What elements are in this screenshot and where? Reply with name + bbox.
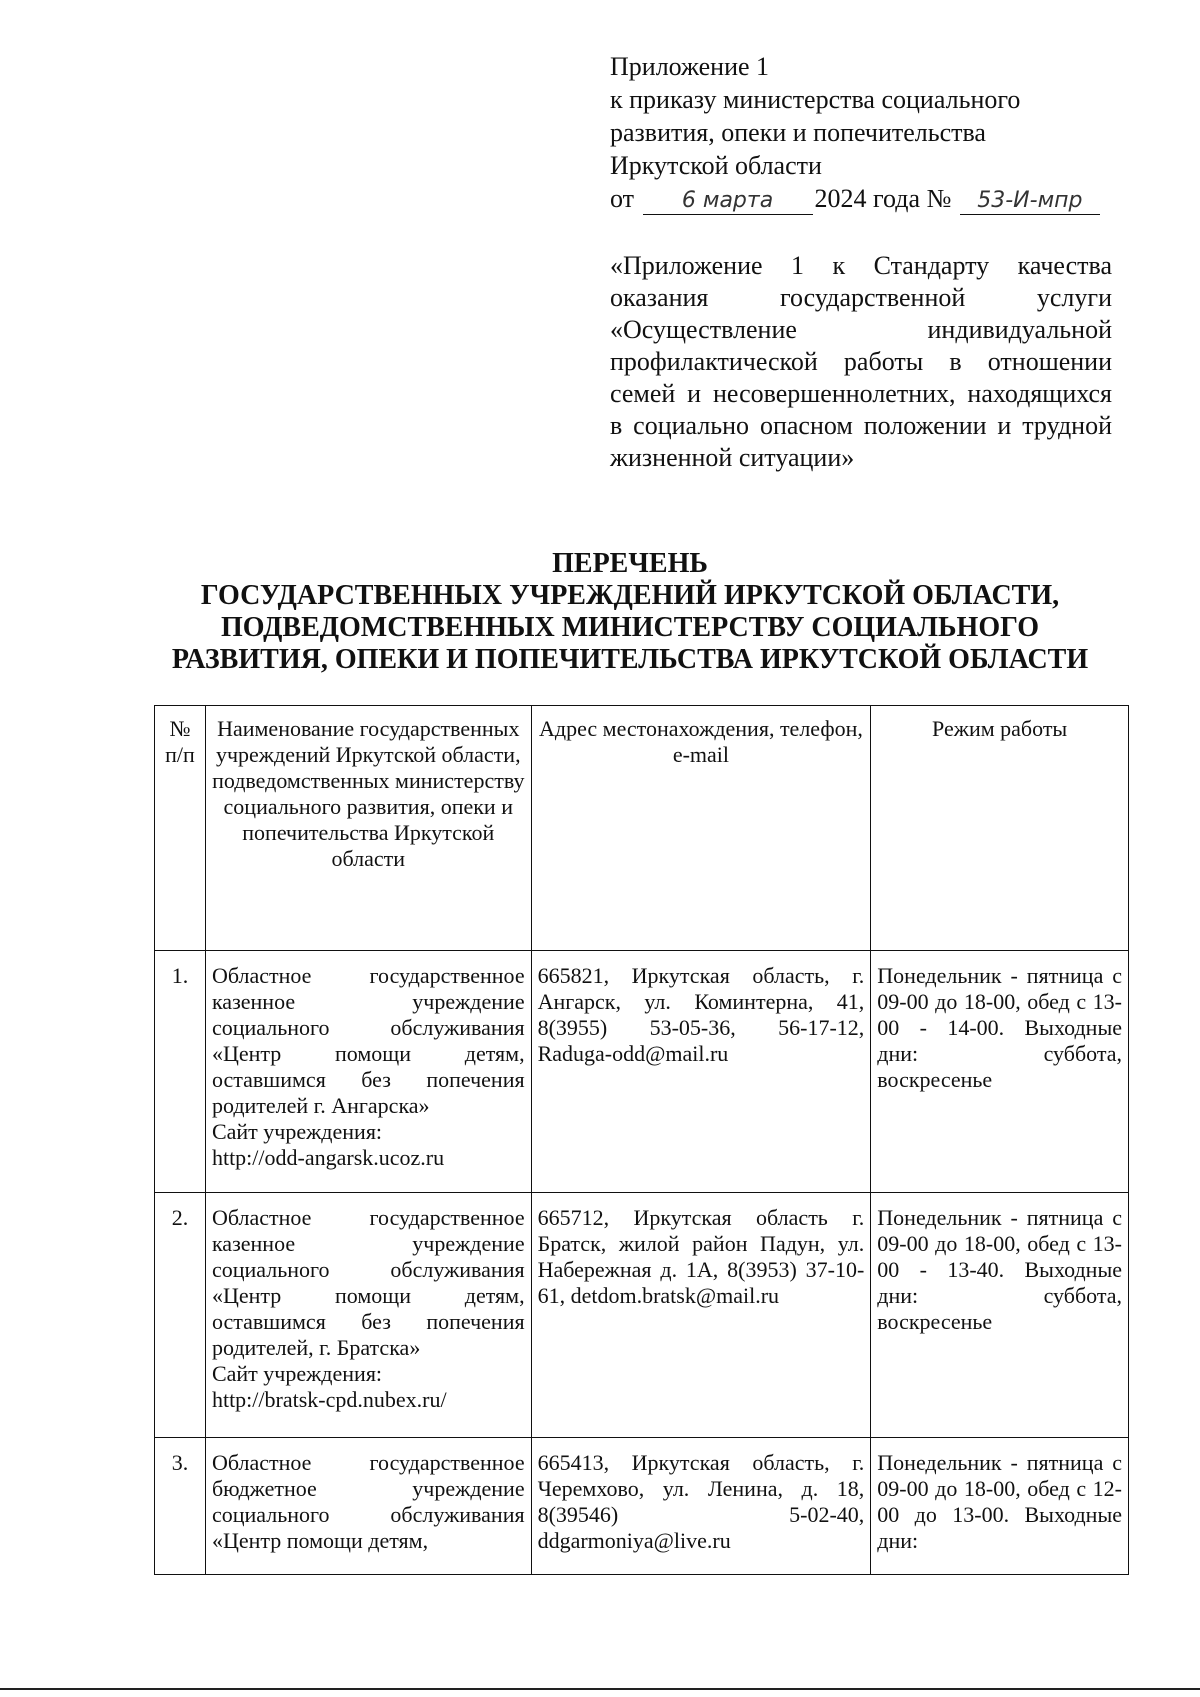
approval-line-3: развития, опеки и попечительства bbox=[610, 118, 986, 147]
title-line-2: ГОСУДАРСТВЕННЫХ УЧРЕЖДЕНИЙ ИРКУТСКОЙ ОБЛАСТИ, bbox=[200, 580, 1060, 611]
document-title bbox=[140, 548, 1120, 676]
approval-date-line bbox=[610, 182, 1130, 215]
approval-line-2: к приказу министерства социального bbox=[610, 85, 1021, 114]
title-line-3: ПОДВЕДОМСТВЕННЫХ МИНИСТЕРСТВУ СОЦИАЛЬНОГО bbox=[220, 612, 1039, 643]
institution-name: Областное государственное бюджетное учреждение социального обслуживания «Центр помощи детям, bbox=[211, 1450, 525, 1553]
header-address: Адрес местонахождения, телефон, e-mail bbox=[531, 706, 871, 951]
approval-line-1: Приложение 1 bbox=[610, 52, 770, 81]
row-num: 3. bbox=[155, 1438, 206, 1575]
institutions-table bbox=[154, 705, 1129, 1575]
site-label: Сайт учреждения: bbox=[211, 1119, 383, 1144]
approval-line-4: Иркутской области bbox=[610, 151, 822, 180]
year-text: 2024 года № bbox=[814, 184, 952, 213]
table-row bbox=[155, 951, 1129, 1193]
site-url: http://odd-angarsk.ucoz.ru bbox=[211, 1145, 445, 1170]
table-row bbox=[155, 1438, 1129, 1575]
table-header-row bbox=[155, 706, 1129, 951]
from-label: от bbox=[610, 184, 635, 213]
header-name: Наименование государственных учреждений Иркутской области, подведомственных министерству социального развития, опеки и попечительства Иркутской области bbox=[205, 706, 531, 951]
row-hours: Понедельник - пятница с 09-00 до 18-00, обед с 13-00 - 13-40. Выходные дни: суббота, воскресенье bbox=[871, 1193, 1129, 1438]
site-url: http://bratsk-cpd.nubex.ru/ bbox=[211, 1387, 447, 1412]
row-address: 665821, Иркутская область, г. Ангарск, ул. Коминтерна, 41, 8(3955) 53-05-36, 56-17-12, Raduga-odd@mail.ru bbox=[531, 951, 871, 1193]
row-name-cell bbox=[205, 1193, 531, 1438]
row-name-cell bbox=[205, 951, 531, 1193]
handwritten-date: 6 марта bbox=[643, 188, 813, 215]
title-line-4: РАЗВИТИЯ, ОПЕКИ И ПОПЕЧИТЕЛЬСТВА ИРКУТСКОЙ ОБЛАСТИ bbox=[171, 644, 1089, 675]
handwritten-order-number: 53-И-мпр bbox=[960, 188, 1100, 215]
row-hours: Понедельник - пятница с 09-00 до 18-00, обед с 13-00 - 14-00. Выходные дни: суббота, воскресенье bbox=[871, 951, 1129, 1193]
annex-reference: «Приложение 1 к Стандарту качества оказания государственной услуги «Осуществление индивидуальной профилактической работы в отношении семей и несовершеннолетних, находящихся в социально опасном положении и трудной жизненной ситуации» bbox=[610, 251, 1112, 472]
header-num: № п/п bbox=[155, 706, 206, 951]
title-line-1: ПЕРЕЧЕНЬ bbox=[552, 548, 708, 579]
approval-block bbox=[610, 50, 1130, 215]
institution-name: Областное государственное казенное учреждение социального обслуживания «Центр помощи детям, оставшимся без попечения родителей, г. Братска» bbox=[211, 1205, 525, 1360]
institution-name: Областное государственное казенное учреждение социального обслуживания «Центр помощи детям, оставшимся без попечения родителей г. Ангарска» bbox=[211, 963, 525, 1118]
header-hours: Режим работы bbox=[871, 706, 1129, 951]
row-num: 1. bbox=[155, 951, 206, 1193]
site-label: Сайт учреждения: bbox=[211, 1361, 383, 1386]
row-address: 665413, Иркутская область, г. Черемхово, ул. Ленина, д. 18, 8(39546) 5-02-40, ddgarmoniya@live.ru bbox=[531, 1438, 871, 1575]
row-hours: Понедельник - пятница с 09-00 до 18-00, обед с 12-00 до 13-00. Выходные дни: bbox=[871, 1438, 1129, 1575]
row-num: 2. bbox=[155, 1193, 206, 1438]
row-name-cell bbox=[205, 1438, 531, 1575]
row-address: 665712, Иркутская область г. Братск, жилой район Падун, ул. Набережная д. 1А, 8(3953) 37-10-61, detdom.bratsk@mail.ru bbox=[531, 1193, 871, 1438]
table-row bbox=[155, 1193, 1129, 1438]
page-bottom-rule bbox=[0, 1688, 1200, 1690]
